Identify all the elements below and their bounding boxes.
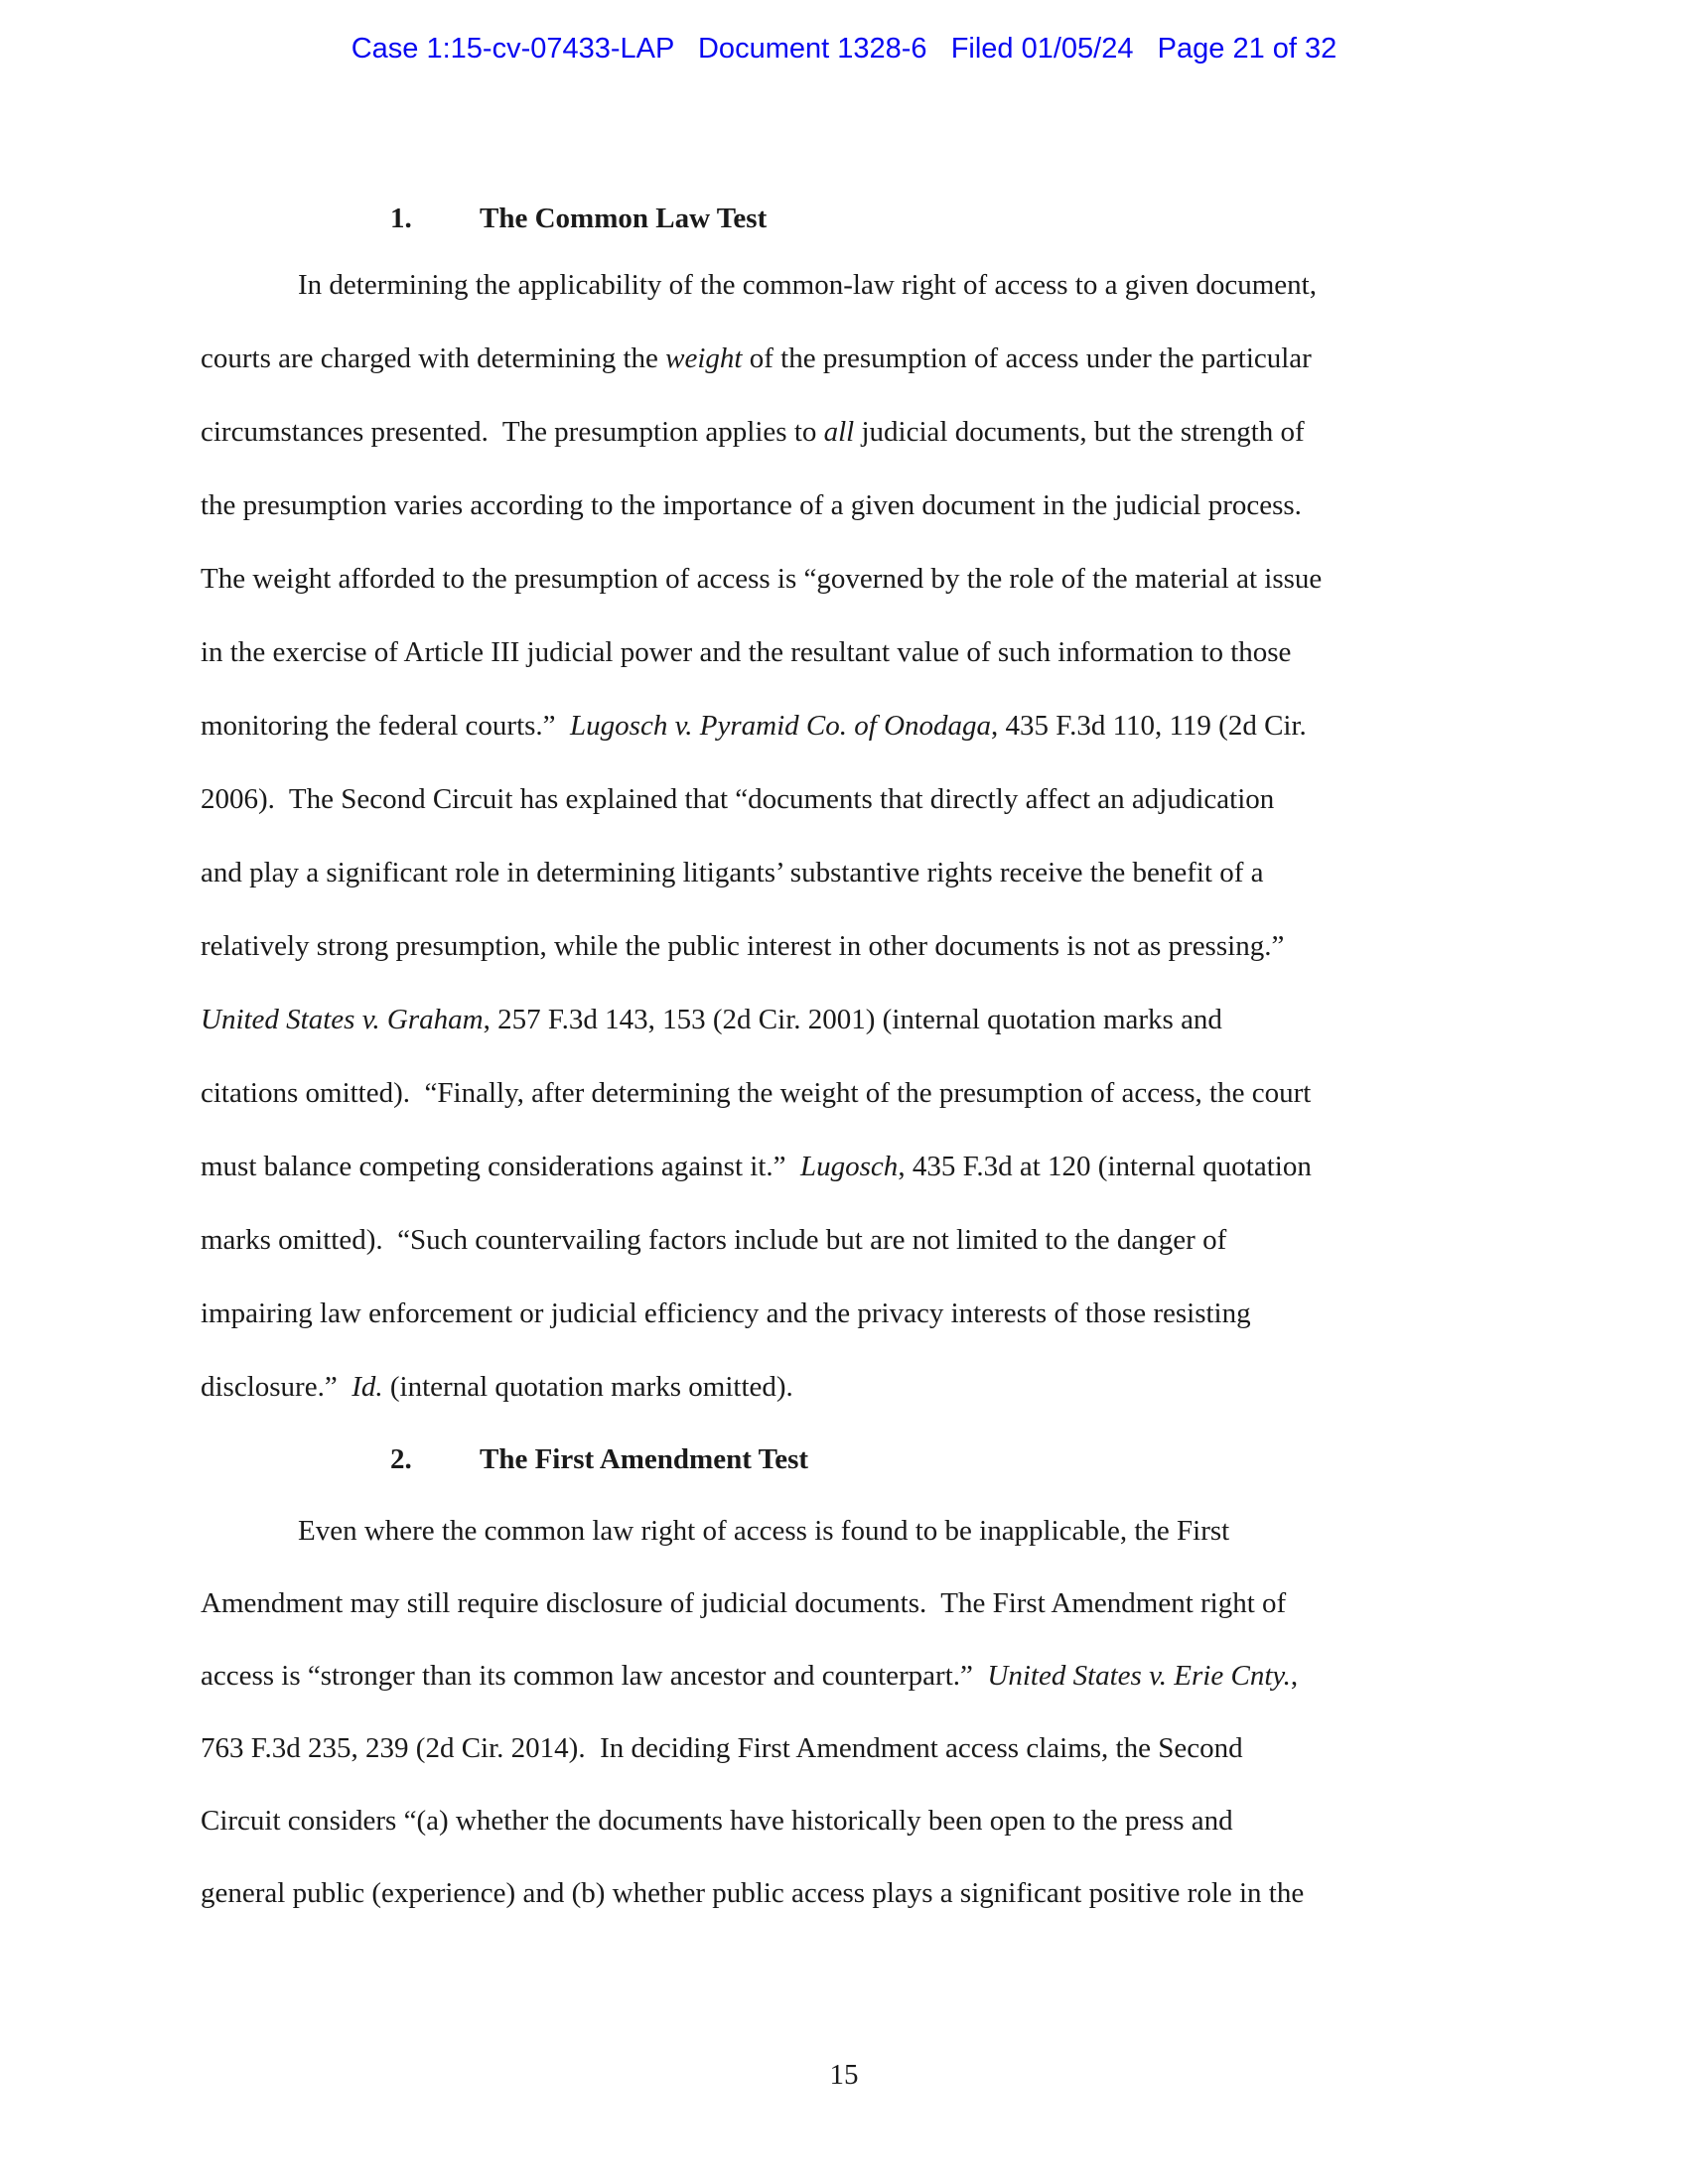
text-segment: Even where the common law right of access is found to be inapplicable, the First	[298, 1515, 1230, 1547]
italic-text-segment: United States v. Graham	[201, 1004, 484, 1035]
text-line	[201, 1712, 1501, 1785]
text-line	[201, 1056, 1501, 1130]
text-segment: in the exercise of Article III judicial power and the resultant value of such information to those	[201, 636, 1292, 668]
text-line	[201, 689, 1501, 762]
text-line	[201, 1130, 1501, 1203]
text-line	[201, 762, 1501, 836]
text-line	[201, 322, 1501, 395]
text-segment: impairing law enforcement or judicial efficiency and the privacy interests of those resisting	[201, 1297, 1251, 1329]
heading-title: The Common Law Test	[480, 203, 768, 234]
text-segment: the presumption varies according to the importance of a given document in the judicial process.	[201, 489, 1302, 521]
text-segment: disclosure.”	[201, 1371, 352, 1403]
text-line	[201, 1640, 1501, 1712]
text-line	[201, 1277, 1501, 1350]
text-line	[201, 836, 1501, 909]
text-segment: , 257 F.3d 143, 153 (2d Cir. 2001) (internal quotation marks and	[483, 1004, 1222, 1035]
italic-text-segment: Lugosch	[800, 1151, 899, 1182]
text-line	[201, 469, 1501, 542]
text-segment: In determining the applicability of the common-law right of access to a given document,	[298, 269, 1317, 301]
text-line	[201, 1785, 1501, 1857]
section-body-common-law-test	[201, 248, 1501, 1424]
section-body-first-amendment-test	[201, 1495, 1501, 1930]
text-line	[201, 1568, 1501, 1640]
heading-title: The First Amendment Test	[480, 1443, 809, 1475]
text-segment: Circuit considers “(a) whether the documents have historically been open to the press and	[201, 1805, 1233, 1837]
text-segment: , 435 F.3d 110, 119 (2d Cir.	[991, 710, 1307, 742]
text-line	[201, 983, 1501, 1056]
text-line	[201, 395, 1501, 469]
text-line	[201, 248, 1501, 322]
text-line	[201, 909, 1501, 983]
heading-number: 1.	[390, 203, 412, 234]
text-segment: ,	[1290, 1660, 1299, 1692]
text-segment: 2006). The Second Circuit has explained that “documents that directly affect an adjudication	[201, 783, 1275, 815]
text-segment: , 435 F.3d at 120 (internal quotation	[898, 1151, 1312, 1182]
italic-text-segment: Lugosch v. Pyramid Co. of Onodaga	[570, 710, 992, 742]
italic-text-segment: weight	[665, 342, 743, 374]
italic-text-segment: United States v. Erie Cnty.	[987, 1660, 1291, 1692]
text-line	[201, 1495, 1501, 1568]
text-segment: citations omitted). “Finally, after determining the weight of the presumption of access, the court	[201, 1077, 1312, 1109]
text-segment: monitoring the federal courts.”	[201, 710, 571, 742]
text-segment: relatively strong presumption, while the public interest in other documents is not as pressing.”	[201, 930, 1285, 962]
text-segment: and play a significant role in determining litigants’ substantive rights receive the benefit of a	[201, 857, 1264, 888]
text-line	[201, 615, 1501, 689]
text-segment: must balance competing considerations against it.”	[201, 1151, 801, 1182]
text-line	[201, 542, 1501, 615]
text-segment: access is “stronger than its common law ancestor and counterpart.”	[201, 1660, 988, 1692]
italic-text-segment: Id.	[352, 1371, 383, 1403]
heading-number: 2.	[390, 1443, 412, 1475]
case-caption-header: Case 1:15-cv-07433-LAP Document 1328-6 Filed 01/05/24 Page 21 of 32	[351, 33, 1337, 65]
page-number: 15	[829, 2059, 859, 2091]
text-line	[201, 1857, 1501, 1930]
text-segment: circumstances presented. The presumption applies to	[201, 416, 824, 448]
text-segment: courts are charged with determining the	[201, 342, 666, 374]
text-segment: of the presumption of access under the particular	[742, 342, 1312, 374]
text-segment: (internal quotation marks omitted).	[382, 1371, 793, 1403]
text-line	[201, 1350, 1501, 1424]
text-line	[201, 1203, 1501, 1277]
italic-text-segment: all	[823, 416, 855, 448]
text-segment: 763 F.3d 235, 239 (2d Cir. 2014). In deciding First Amendment access claims, the Second	[201, 1732, 1243, 1764]
text-segment: marks omitted). “Such countervailing factors include but are not limited to the danger of	[201, 1224, 1227, 1256]
text-segment: The weight afforded to the presumption of access is “governed by the role of the material at issue	[201, 563, 1323, 595]
text-segment: Amendment may still require disclosure of judicial documents. The First Amendment right of	[201, 1587, 1287, 1619]
text-segment: judicial documents, but the strength of	[854, 416, 1305, 448]
text-segment: general public (experience) and (b) whether public access plays a significant positive role in the	[201, 1877, 1305, 1909]
